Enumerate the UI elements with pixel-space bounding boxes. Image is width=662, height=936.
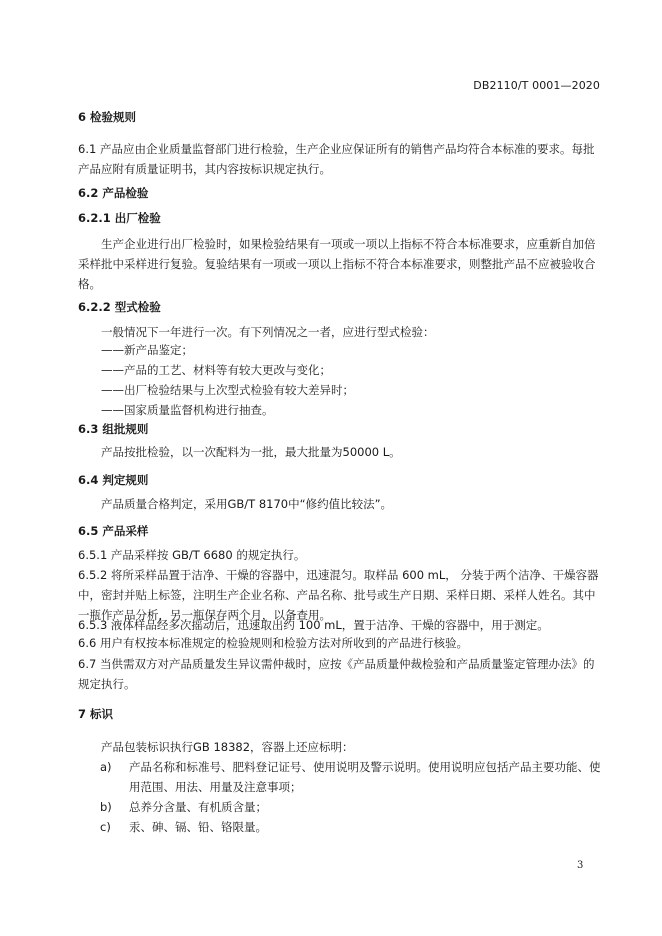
section-6-4-heading: 6.4 判定规则 [78,473,149,487]
clause-6-3-text: 产品按批检验，以一次配料为一批，最大批量为50000 L。 [101,445,401,459]
section-7-intro: 产品包装标识执行GB 18382，容器上还应标明： [101,740,354,754]
clause-6-5-2: 6.5.2 将所采样品置于洁净、干燥的容器中，迅速混匀。取样品 600 mL， 分装于两个洁净、干燥容器中，密封并贴上标签，注明生产企业名称、产品名称、批号或生产日期、采样日期、采样人姓名。其中一瓶作产品分析，另一瓶保存两个月，以备查用。 [78,568,599,622]
document-code: DB2110/T 0001—2020 [473,79,600,92]
clause-6-4-text: 产品质量合格判定，采用GB/T 8170中“修约值比较法”。 [101,497,393,511]
list-item: ——出厂检验结果与上次型式检验有较大差异时； [101,383,354,397]
list-item-text: 汞、砷、镉、铅、铬限量。 [129,820,267,834]
clause-6-5-3: 6.5.3 液体样品经多次摇动后，迅速取出约 100 mL，置于洁净、干燥的容器中，用于测定。 [78,618,549,632]
section-7-heading: 7 标识 [78,707,114,721]
list-marker: b) [100,800,112,814]
clause-6-2-2-text: 一般情况下一年进行一次。有下列情况之一者，应进行型式检验： [101,325,435,339]
section-6-3-heading: 6.3 组批规则 [78,422,149,436]
list-item-text: 总养分含量、有机质含量； [129,800,267,814]
section-6-heading: 6 检验规则 [78,110,137,124]
list-item: ——新产品鉴定； [101,343,193,357]
clause-6-1: 6.1 产品应由企业质量监督部门进行检验，生产企业应保证所有的销售产品均符合本标准的要求。每批产品应附有质量证明书，其内容按标识规定执行。 [78,142,595,176]
clause-6-2-1-text: 生产企业进行出厂检验时，如果检验结果有一项或一项以上指标不符合本标准要求，应重新自加倍采样批中采样进行复验。复验结果有一项或一项以上指标不符合本标准要求，则整批产品不应被验收合格。 [78,237,596,291]
clause-6-7: 6.7 当供需双方对产品质量发生异议需仲裁时，应按《产品质量仲裁检验和产品质量鉴定管理办法》的规定执行。 [78,657,595,691]
section-6-2-heading: 6.2 产品检验 [78,186,149,200]
page-number: 3 [577,860,584,871]
list-item [100,817,602,837]
section-6-2-1-heading: 6.2.1 出厂检验 [78,211,161,225]
list-item [100,797,602,817]
clause-6-6: 6.6 用户有权按本标准规定的检验规则和检验方法对所收到的产品进行核验。 [78,636,468,650]
clause-6-5-1: 6.5.1 产品采样按 GB/T 6680 的规定执行。 [78,548,306,562]
list-item-text: 产品名称和标准号、肥料登记证号、使用说明及警示说明。使用说明应包括产品主要功能、使用范围、用法、用量及注意事项； [129,760,601,794]
list-item [100,757,602,797]
section-6-5-heading: 6.5 产品采样 [78,524,149,538]
list-item: ——产品的工艺、材料等有较大更改与变化； [101,363,331,377]
section-6-2-2-heading: 6.2.2 型式检验 [78,300,161,314]
inspection-conditions-list [78,340,625,420]
list-marker: c) [100,820,111,834]
list-item: ——国家质量监督机构进行抽查。 [101,403,274,417]
list-marker: a) [100,760,112,774]
